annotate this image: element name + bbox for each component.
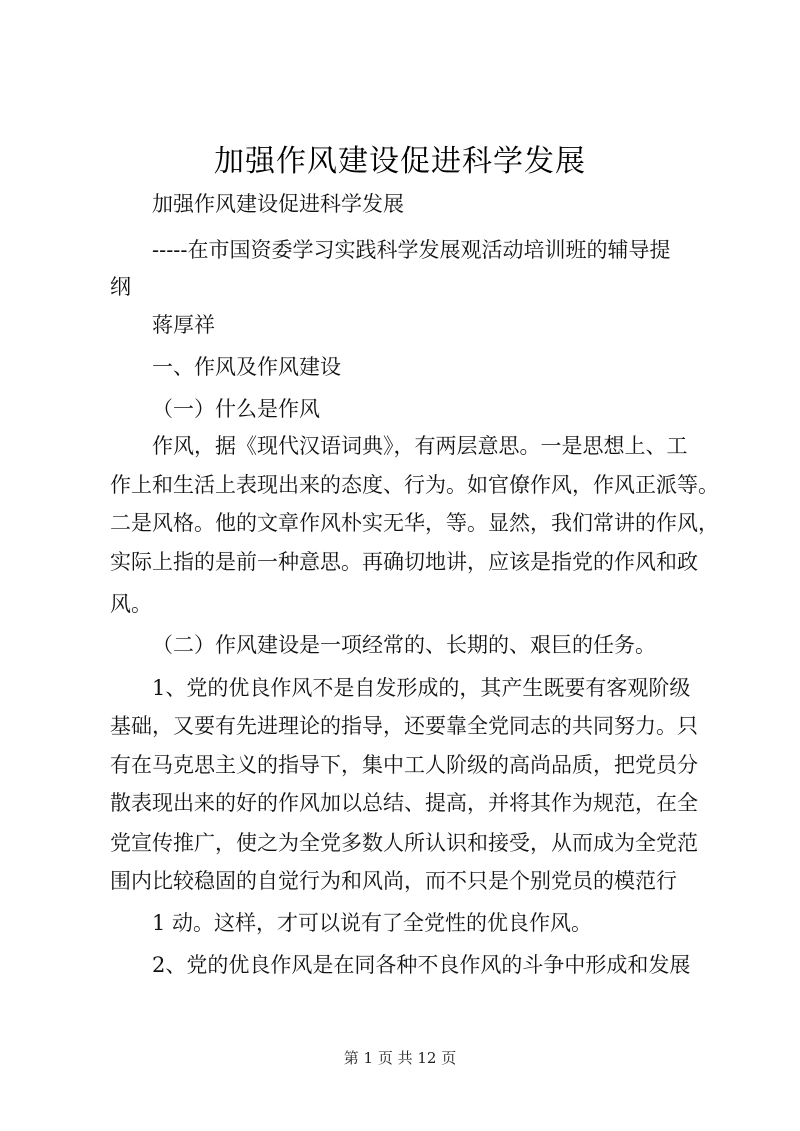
text-line: 实际上指的是前一种意思。再确切地讲，应该是指党的作风和政 [110, 550, 698, 574]
page-number-footer: 第 1 页 共 12 页 [343, 1049, 457, 1067]
text-line: 二是风格。他的文章作风朴实无华，等。显然，我们常讲的作风， [110, 511, 719, 535]
text-line: 散表现出来的好的作风加以总结、提高，并将其作为规范，在全 [110, 791, 698, 815]
text-line: 一、作风及作风建设 [152, 355, 341, 379]
text-line: 有在马克思主义的指导下，集中工人阶级的高尚品质，把党员分 [110, 753, 698, 777]
text-line: 加强作风建设促进科学发展 [152, 192, 404, 216]
text-line: 基础，又要有先进理论的指导，还要靠全党同志的共同努力。只 [110, 714, 698, 738]
document-title: 加强作风建设促进科学发展 [214, 144, 586, 179]
text-line: -----在市国资委学习实践科学发展观活动培训班的辅导提 [152, 238, 671, 262]
text-line: 风。 [110, 592, 152, 616]
text-line: 2、党的优良作风是在同各种不良作风的斗争中形成和发展 [152, 953, 691, 977]
text-line: 党宣传推广，使之为全党多数人所认识和接受，从而成为全党范 [110, 831, 698, 855]
text-line: （一）什么是作风 [152, 397, 320, 421]
text-line: 围内比较稳固的自觉行为和风尚，而不只是个别党员的模范行 [110, 869, 677, 893]
text-line: 作风，据《现代汉语词典》，有两层意思。一是思想上、工 [152, 434, 688, 458]
text-line: 纲 [110, 275, 131, 299]
text-line: 1、党的优良作风不是自发形成的，其产生既要有客观阶级 [152, 676, 691, 700]
text-line: 1 动。这样，才可以说有了全党性的优良作风。 [152, 911, 593, 935]
text-line: 作上和生活上表现出来的态度、行为。如官僚作风，作风正派等。 [110, 473, 719, 497]
text-line: （二）作风建设是一项经常的、长期的、艰巨的任务。 [152, 633, 656, 657]
text-line: 蒋厚祥 [152, 313, 215, 337]
